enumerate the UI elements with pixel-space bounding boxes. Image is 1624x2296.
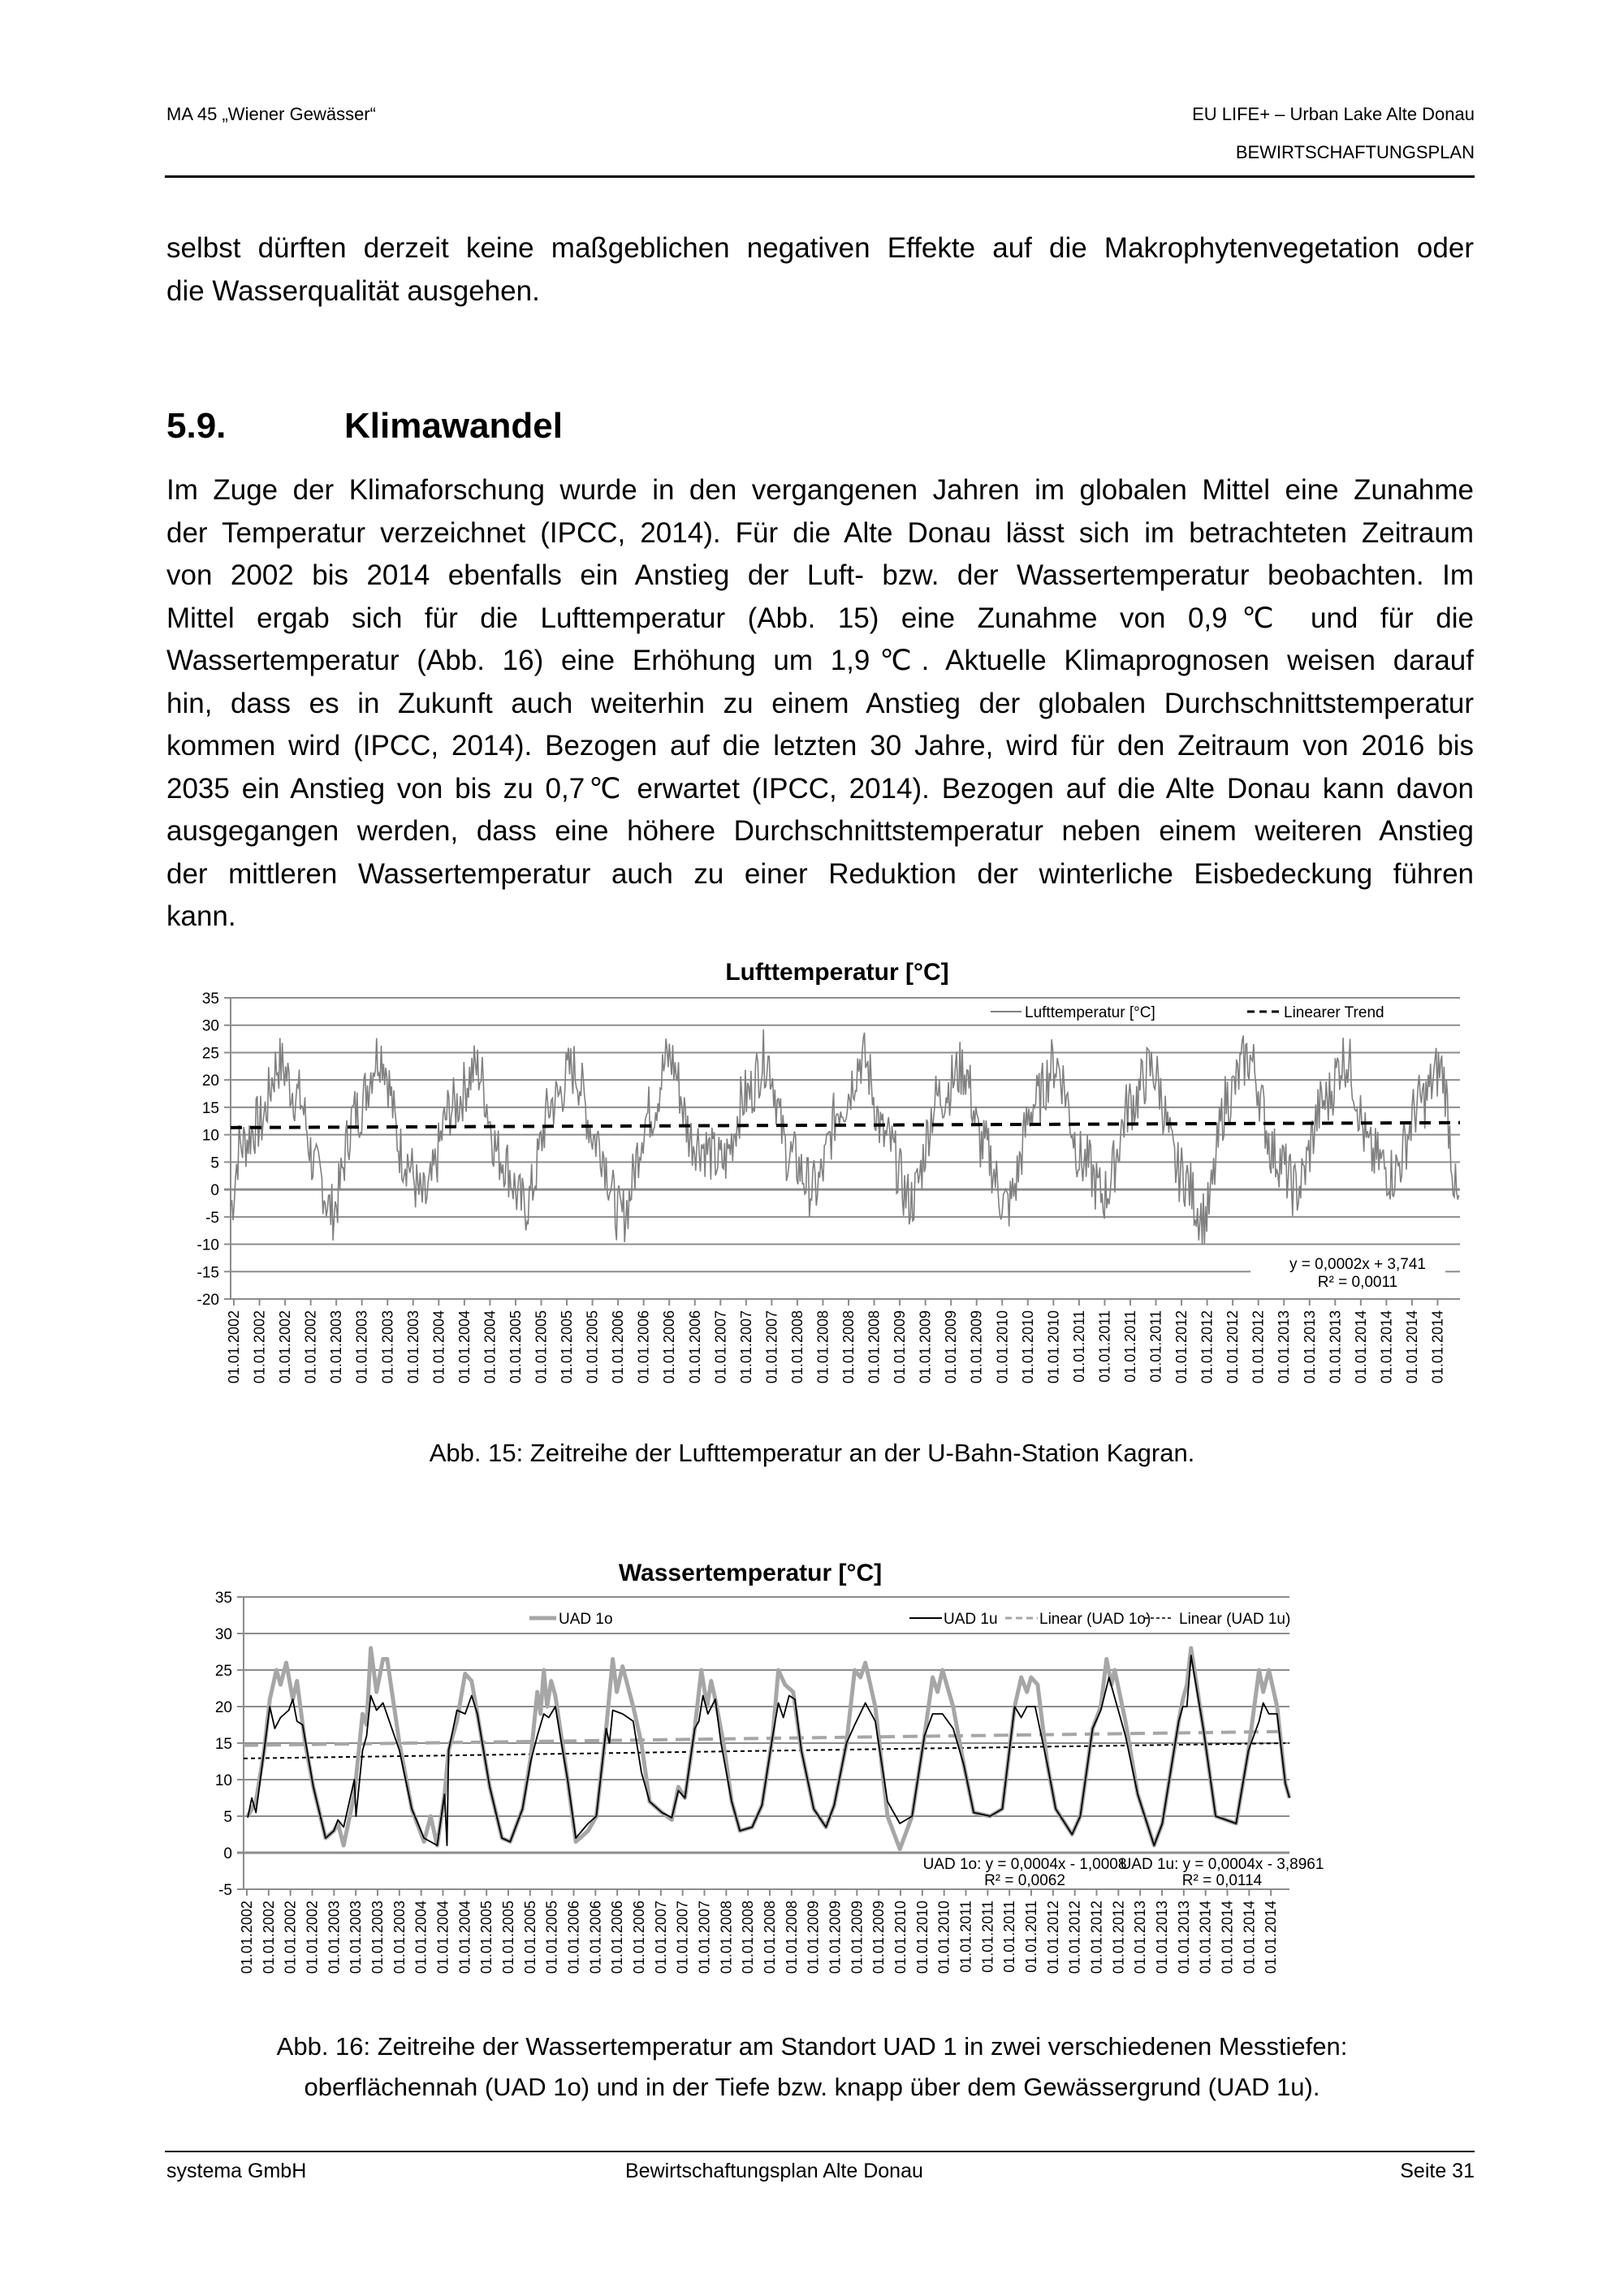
figure-15-caption: Abb. 15: Zeitreihe der Lufttemperatur an der U-Bahn-Station Kagran. [429, 1439, 1195, 1467]
footer-left: systema GmbH [166, 2160, 307, 2182]
y-tick-label: 35 [214, 1590, 232, 1607]
x-tick-label: 01.01.2003 [391, 1901, 408, 1974]
x-tick-label: 01.01.2013 [1276, 1310, 1293, 1384]
x-tick-label: 01.01.2008 [740, 1901, 757, 1974]
x-tick-label: 01.01.2005 [478, 1901, 495, 1974]
x-tick-label: 01.01.2012 [1224, 1310, 1242, 1384]
x-tick-label: 01.01.2006 [565, 1901, 582, 1974]
x-tick-label: 01.01.2005 [521, 1901, 538, 1974]
x-tick-label: 01.01.2012 [1044, 1901, 1061, 1974]
x-tick-label: 01.01.2014 [1352, 1310, 1369, 1384]
x-tick-label: 01.01.2002 [239, 1901, 255, 1974]
x-tick-label: 01.01.2005 [500, 1901, 516, 1974]
x-tick-label: 01.01.2004 [412, 1901, 430, 1974]
x-tick-label: 01.01.2006 [610, 1310, 627, 1384]
y-tick-label: -15 [197, 1264, 219, 1282]
x-tick-label: 01.01.2007 [674, 1901, 691, 1974]
x-tick-label: 01.01.2010 [892, 1901, 909, 1974]
x-tick-label: 01.01.2014 [1241, 1901, 1258, 1974]
x-tick-label: 01.01.2008 [866, 1310, 883, 1384]
footer-center: Bewirtschaftungsplan Alte Donau [625, 2160, 923, 2182]
x-tick-label: 01.01.2011 [1001, 1901, 1018, 1973]
legend-linear-uad1o-label: Linear (UAD 1o) [1039, 1611, 1151, 1628]
chart-title: Wassertemperatur [°C] [618, 1560, 883, 1586]
paragraph-line: hin, dass es in Zukunft auch weiterhin zu einem Anstieg der globalen Durchschnittstemperatur [166, 687, 1474, 719]
x-tick-label: 01.01.2010 [914, 1901, 931, 1974]
section-number: 5.9. [166, 406, 227, 446]
legend-linear-uad1u-label: Linear (UAD 1u) [1179, 1611, 1291, 1628]
header-left: MA 45 „Wiener Gewässer“ [166, 104, 376, 124]
paragraph-line: Wassertemperatur (Abb. 16) eine Erhöhung um 1,9℃. Aktuelle Klimaprognosen weisen darauf [166, 645, 1474, 676]
x-tick-label: 01.01.2009 [870, 1901, 888, 1974]
x-tick-label: 01.01.2006 [631, 1901, 647, 1974]
y-tick-label: 10 [201, 1127, 219, 1145]
x-tick-label: 01.01.2004 [430, 1310, 447, 1384]
x-tick-label: 01.01.2012 [1088, 1901, 1105, 1974]
x-tick-label: 01.01.2004 [482, 1310, 499, 1384]
y-tick-label: 25 [201, 1045, 219, 1063]
x-tick-label: 01.01.2014 [1429, 1310, 1446, 1384]
x-tick-label: 01.01.2014 [1197, 1901, 1214, 1974]
x-tick-label: 01.01.2003 [379, 1310, 396, 1384]
y-tick-label: 10 [214, 1772, 232, 1789]
x-tick-label: 01.01.2012 [1110, 1901, 1127, 1974]
footer-rule [165, 2151, 1475, 2152]
chart-legend [529, 1611, 1290, 1628]
y-tick-label: -10 [197, 1236, 219, 1254]
x-tick-label: 01.01.2003 [404, 1310, 421, 1384]
x-tick-label: 01.01.2013 [1175, 1901, 1192, 1974]
x-tick-label: 01.01.2002 [302, 1310, 319, 1384]
paragraph-line: 2035 ein Anstieg von bis zu 0,7℃ erwartet (IPCC, 2014). Bezogen auf die Alte Donau kann davon [166, 772, 1474, 805]
intro-line: die Wasserqualität ausgehen. [166, 274, 540, 307]
y-tick-label: 15 [201, 1099, 219, 1117]
x-tick-label: 01.01.2002 [277, 1310, 294, 1384]
y-tick-label: 20 [201, 1072, 219, 1090]
x-tick-label: 01.01.2008 [762, 1901, 778, 1974]
x-tick-label: 01.01.2004 [434, 1901, 451, 1974]
x-tick-label: 01.01.2009 [917, 1310, 934, 1384]
y-tick-label: 35 [201, 990, 219, 1008]
y-tick-label: 5 [223, 1809, 232, 1826]
paragraph-line: der mittleren Wassertemperatur auch zu einer Reduktion der winterliche Eisbedeckung führen [166, 857, 1474, 890]
x-tick-label: 01.01.2013 [1327, 1310, 1344, 1384]
paragraph-line: von 2002 bis 2014 ebenfalls ein Anstieg der Luft- bzw. der Wassertemperatur beobachten. Im [166, 559, 1474, 591]
y-tick-label: 0 [223, 1845, 232, 1862]
x-tick-label: 01.01.2009 [943, 1310, 960, 1384]
figure-16-caption-line2: oberflächennah (UAD 1o) und in der Tiefe bzw. knapp über dem Gewässergrund (UAD 1u). [304, 2073, 1320, 2101]
x-tick-label: 01.01.2014 [1219, 1901, 1236, 1974]
x-tick-label: 01.01.2007 [737, 1310, 754, 1384]
x-tick-label: 01.01.2013 [1154, 1901, 1170, 1974]
legend-air-label: Lufttemperatur [°C] [1025, 1004, 1155, 1021]
paragraph-line: Mittel ergab sich für die Lufttemperatur (Abb. 15) eine Zunahme von 0,9℃ und für die [166, 602, 1474, 634]
paragraph-line: der Temperatur verzeichnet (IPCC, 2014). Für die Alte Donau lässt sich im betrachteten Zeitraum [166, 516, 1474, 549]
x-tick-label: 01.01.2013 [1132, 1901, 1149, 1974]
footer-right: Seite 31 [1400, 2160, 1475, 2182]
x-tick-label: 01.01.2004 [456, 1901, 473, 1974]
x-tick-label: 01.01.2007 [696, 1901, 713, 1974]
x-tick-label: 01.01.2008 [840, 1310, 857, 1384]
x-tick-label: 01.01.2007 [763, 1310, 780, 1384]
legend-uad1u-label: UAD 1u [944, 1611, 998, 1628]
y-tick-label: 0 [210, 1182, 219, 1200]
x-tick-label: 01.01.2011 [1023, 1901, 1039, 1973]
x-tick-label: 01.01.2008 [788, 1310, 806, 1384]
x-tick-label: 01.01.2011 [1070, 1310, 1087, 1383]
y-tick-label: 30 [214, 1626, 232, 1643]
paragraph-line: Im Zuge der Klimaforschung wurde in den vergangenen Jahren im globalen Mittel eine Zunahme [166, 474, 1474, 506]
trend-r-squared: R² = 0,0011 [1317, 1274, 1398, 1291]
x-tick-label: 01.01.2009 [892, 1310, 909, 1384]
x-tick-label: 01.01.2005 [533, 1310, 550, 1384]
x-tick-label: 01.01.2009 [827, 1901, 844, 1974]
header-right-line2: BEWIRTSCHAFTUNGSPLAN [1235, 142, 1475, 162]
uad1u-equation: UAD 1u: y = 0,0004x - 3,8961 [1120, 1856, 1324, 1873]
x-tick-label: 01.01.2014 [1378, 1310, 1395, 1384]
x-tick-label: 01.01.2012 [1199, 1310, 1216, 1384]
y-tick-label: -20 [197, 1292, 219, 1309]
x-tick-label: 01.01.2011 [979, 1901, 996, 1973]
x-tick-label: 01.01.2012 [1173, 1310, 1190, 1384]
y-tick-label: 20 [214, 1699, 232, 1716]
y-tick-label: 25 [214, 1663, 232, 1680]
uad1o-series [248, 1648, 1289, 1849]
x-tick-label: 01.01.2009 [968, 1310, 985, 1384]
x-tick-label: 01.01.2003 [326, 1901, 343, 1974]
legend-uad1o-label: UAD 1o [559, 1611, 613, 1628]
x-tick-label: 01.01.2008 [718, 1901, 735, 1974]
x-tick-label: 01.01.2010 [994, 1310, 1011, 1384]
x-tick-label: 01.01.2011 [957, 1901, 974, 1973]
x-tick-label: 01.01.2011 [1121, 1310, 1138, 1383]
trend-equation: y = 0,0002x + 3,741 [1289, 1256, 1426, 1273]
x-tick-label: 01.01.2002 [226, 1310, 242, 1384]
x-tick-label: 01.01.2010 [1045, 1310, 1062, 1384]
x-tick-label: 01.01.2002 [282, 1901, 299, 1974]
x-tick-label: 01.01.2013 [1301, 1310, 1318, 1384]
x-tick-label: 01.01.2002 [260, 1901, 277, 1974]
paragraph-line: ausgegangen werden, dass eine höhere Durchschnittstemperatur neben einem weiteren Anstieg [166, 815, 1474, 847]
figure-16-caption-line1: Abb. 16: Zeitreihe der Wassertemperatur am Standort UAD 1 in zwei verschiedenen Messtiefen: [276, 2032, 1348, 2061]
x-tick-label: 01.01.2011 [1147, 1310, 1164, 1383]
x-tick-label: 01.01.2005 [543, 1901, 560, 1974]
y-tick-label: 30 [201, 1017, 219, 1035]
x-tick-label: 01.01.2010 [1019, 1310, 1036, 1384]
x-tick-label: 01.01.2003 [369, 1901, 386, 1974]
x-tick-label: 01.01.2004 [456, 1310, 473, 1384]
x-tick-label: 01.01.2002 [251, 1310, 268, 1384]
paragraph-line: kommen wird (IPCC, 2014). Bezogen auf die letzten 30 Jahre, wird für den Zeitraum von 2016 bis [166, 730, 1474, 762]
x-tick-label: 01.01.2014 [1403, 1310, 1420, 1384]
uad1u-r-squared: R² = 0,0114 [1181, 1872, 1263, 1889]
x-tick-label: 01.01.2006 [661, 1310, 678, 1384]
x-tick-label: 01.01.2003 [328, 1310, 345, 1384]
paragraph-line: kann. [166, 900, 236, 932]
chart-title: Lufttemperatur [°C] [725, 959, 949, 986]
x-tick-label: 01.01.2003 [348, 1901, 365, 1974]
x-tick-label: 01.01.2014 [1263, 1901, 1280, 1974]
x-tick-label: 01.01.2010 [935, 1901, 952, 1974]
x-tick-label: 01.01.2008 [814, 1310, 831, 1384]
y-tick-label: 5 [210, 1154, 219, 1172]
x-tick-label: 01.01.2009 [849, 1901, 866, 1974]
x-tick-label: 01.01.2005 [584, 1310, 601, 1384]
x-tick-label: 01.01.2003 [353, 1310, 370, 1384]
x-tick-label: 01.01.2012 [1250, 1310, 1267, 1384]
y-tick-label: -5 [218, 1882, 232, 1899]
header-right-line1: EU LIFE+ – Urban Lake Alte Donau [1192, 104, 1475, 124]
x-tick-label: 01.01.2005 [507, 1310, 524, 1384]
x-tick-label: 01.01.2006 [587, 1901, 604, 1974]
x-tick-label: 01.01.2007 [652, 1901, 669, 1974]
x-tick-label: 01.01.2009 [805, 1901, 822, 1974]
legend-trend-label: Linearer Trend [1284, 1004, 1384, 1021]
x-tick-label: 01.01.2002 [304, 1901, 321, 1974]
uad1o-equation: UAD 1o: y = 0,0004x - 1,0008 [922, 1856, 1127, 1873]
x-tick-label: 01.01.2011 [1096, 1310, 1113, 1383]
x-tick-label: 01.01.2006 [609, 1901, 626, 1974]
y-tick-label: 15 [214, 1736, 232, 1753]
x-tick-label: 01.01.2007 [712, 1310, 729, 1384]
x-tick-label: 01.01.2005 [559, 1310, 576, 1384]
x-tick-label: 01.01.2006 [635, 1310, 652, 1384]
x-tick-label: 01.01.2012 [1066, 1901, 1083, 1974]
y-tick-label: -5 [205, 1209, 219, 1227]
x-tick-label: 01.01.2008 [783, 1901, 800, 1974]
x-tick-label: 01.01.2006 [686, 1310, 703, 1384]
intro-line: selbst dürften derzeit keine maßgeblichen negativen Effekte auf die Makrophytenvegetation oder [166, 232, 1474, 264]
uad1o-r-squared: R² = 0,0062 [984, 1872, 1065, 1889]
section-title: Klimawandel [344, 406, 563, 446]
